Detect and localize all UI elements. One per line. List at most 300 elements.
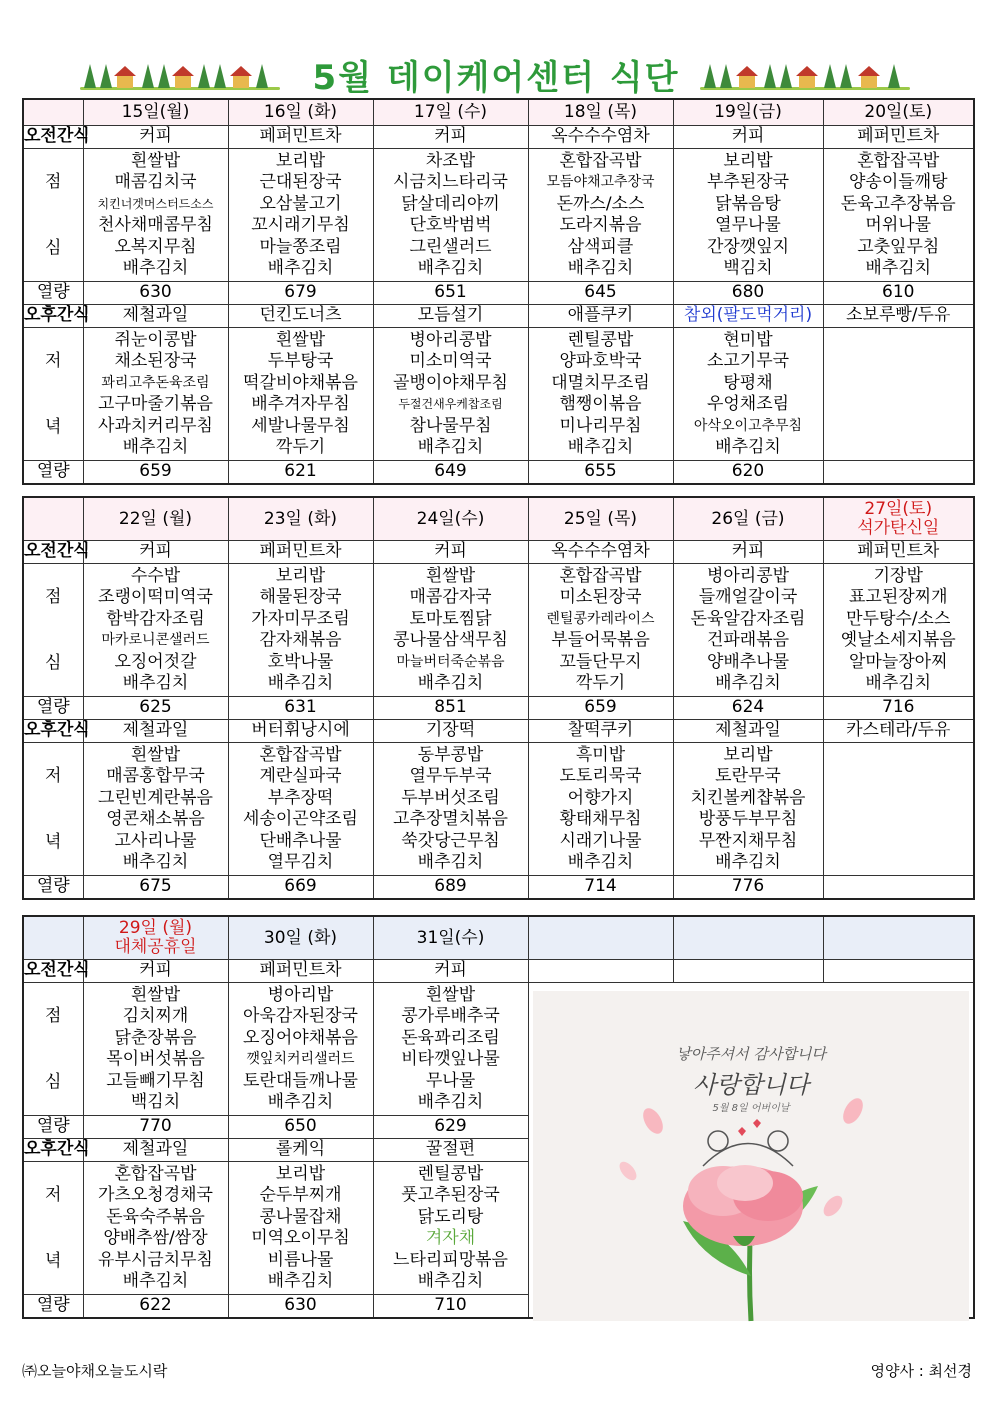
card-line1: 낳아주셔서 감사합니다: [676, 1045, 826, 1063]
dinner-calories: 710: [373, 1295, 528, 1319]
dinner-label: [23, 743, 83, 876]
dinner-calories: 776: [673, 876, 823, 900]
village-illustration-left: [80, 54, 280, 94]
village-illustration-right: [700, 54, 910, 94]
dinner-item: 참나물무침: [409, 415, 492, 436]
dinner-label: [23, 328, 83, 461]
lunch-item: 미소된장국: [559, 587, 642, 607]
dinner-item: 아삭오이고추무침: [693, 417, 803, 434]
lunch-item: 배추김치: [715, 673, 781, 693]
lunch-item: 수수밥: [130, 565, 181, 586]
lunch-item: 병아리밥: [267, 984, 334, 1005]
lunch-item: 비타깻잎나물: [401, 1049, 500, 1069]
am-snack-cell: [528, 960, 673, 983]
am-snack-row: [23, 541, 974, 564]
dinner-item: 배추김치: [122, 437, 189, 457]
pm-snack-cell: 소보루빵/두유: [823, 305, 974, 328]
lunch-item: 가자미무조림: [251, 608, 350, 629]
dinner-cell: [373, 743, 528, 876]
lunch-calories: 625: [83, 697, 228, 720]
pm-snack-cell: 제철과일: [83, 1139, 228, 1162]
dinner-item: 시래기나물: [559, 830, 642, 851]
lunch-cell: [528, 564, 673, 697]
day-label: 24일(수): [416, 508, 485, 529]
dinner-label-char: 녁: [45, 417, 62, 437]
dinner-item: 현미밥: [723, 329, 773, 350]
am-snack-cell: 커피: [83, 960, 228, 983]
day-label: 19일(금): [714, 101, 782, 122]
carnation-illustration: [533, 991, 969, 1321]
dinner-calories: 714: [528, 876, 673, 900]
lunch-item: 흰쌀밥: [130, 984, 181, 1005]
day-header: [83, 99, 228, 126]
am-snack-cell: 커피: [373, 126, 528, 149]
lunch-item: 돈육알감자조림: [690, 608, 806, 629]
dinner-item: 배추김치: [417, 852, 484, 872]
dinner-label: [23, 1162, 83, 1295]
day-header: [528, 497, 673, 541]
dinner-item: 대멸치무조림: [551, 372, 650, 393]
dinner-item: 채소된장국: [114, 351, 197, 371]
lunch-label-char: 심: [45, 238, 62, 258]
lunch-item: 감자채볶음: [259, 630, 342, 650]
am-snack-row: [23, 960, 974, 983]
am-snack-label: 오전간식: [23, 960, 83, 983]
day-header: [83, 916, 228, 960]
lunch-item: 병아리콩밥: [706, 565, 790, 586]
lunch-item: 호박나물: [267, 651, 334, 672]
lunch-item: 고들빼기무침: [106, 1070, 205, 1091]
dinner-item: 배추김치: [417, 1271, 484, 1291]
dinner-item: 미역오이무침: [251, 1228, 350, 1248]
am-snack-cell: 페퍼민트차: [228, 126, 373, 149]
dinner-item: 골뱅이야채무침: [393, 372, 508, 393]
dinner-cell: [83, 1162, 228, 1295]
lunch-cell: [823, 564, 974, 697]
dinner-item: 순두부찌개: [259, 1185, 342, 1205]
day-header: [673, 99, 823, 126]
lunch-item: 마카로니콘샐러드: [101, 632, 210, 648]
lunch-item: 함박감자조림: [106, 608, 205, 629]
day-label: 20일(토): [864, 101, 933, 122]
lunch-label-char: 심: [45, 653, 62, 673]
lunch-item: 표고된장찌개: [848, 587, 948, 607]
dinner-item: 황태채무침: [559, 809, 642, 829]
lunch-item: 오삼불고기: [259, 193, 342, 214]
dinner-calories: 669: [228, 876, 373, 900]
dinner-item: 세발나물무침: [251, 415, 350, 436]
day-header: [528, 916, 673, 960]
pm-snack-row: [23, 305, 974, 328]
pm-snack-row: [23, 720, 974, 743]
lunch-cell: [228, 149, 373, 282]
dinner-calories-row: [23, 876, 974, 900]
lunch-item: 목이버섯볶음: [106, 1049, 205, 1069]
am-snack-cell: 옥수수수염차: [528, 541, 673, 564]
dinner-row: [23, 743, 974, 876]
lunch-item: 보리밥: [723, 150, 773, 171]
dinner-item: 열무두부국: [409, 766, 492, 786]
dinner-item: 도토리묵국: [559, 766, 642, 786]
dinner-label-char: 저: [45, 1185, 62, 1205]
lunch-item: 기장밥: [873, 565, 923, 586]
lunch-item: 배추김치: [865, 258, 932, 278]
day-label: 25일 (목): [563, 508, 638, 529]
lunch-item: 배추김치: [417, 258, 484, 278]
dinner-item: 배추김치: [567, 437, 634, 457]
am-snack-cell: 커피: [673, 541, 823, 564]
lunch-item: 배추김치: [267, 673, 334, 693]
lunch-item: 배추김치: [417, 673, 484, 693]
lunch-cell: [228, 564, 373, 697]
pm-snack-cell: 롤케익: [228, 1139, 373, 1162]
lunch-cell: [83, 149, 228, 282]
pm-snack-cell: 꿀절편: [373, 1139, 528, 1162]
dinner-cell: [228, 328, 373, 461]
dinner-item: 흰쌀밥: [130, 744, 181, 765]
lunch-item: 부들어묵볶음: [551, 630, 650, 650]
lunch-cell: [823, 149, 974, 282]
dinner-calories: 621: [228, 461, 373, 485]
day-header: [373, 916, 528, 960]
dinner-item: 세송이곤약조림: [243, 809, 358, 829]
dinner-item: 햄쨍이볶음: [559, 394, 642, 414]
day-header: [373, 497, 528, 541]
lunch-label: [23, 983, 83, 1116]
dinner-item: 동부콩밥: [417, 744, 484, 765]
dinner-item: 배추겨자무침: [251, 394, 350, 414]
dinner-item: 부추장떡: [267, 787, 334, 808]
pm-snack-cell: 찰떡쿠키: [528, 720, 673, 743]
am-snack-cell: 커피: [83, 126, 228, 149]
day-header: [823, 99, 974, 126]
lunch-label-char: 심: [45, 1072, 62, 1092]
dinner-item: 미소미역국: [409, 351, 492, 371]
day-label: 23일 (화): [263, 508, 338, 529]
lunch-item: 김치찌개: [122, 1006, 189, 1026]
dinner-item: 보리밥: [723, 744, 773, 765]
lunch-row: [23, 149, 974, 282]
day-label: 31일(수): [416, 927, 485, 948]
dinner-calories: 655: [528, 461, 673, 485]
day-label: 18일 (목): [563, 101, 638, 122]
lunch-item: 부추된장국: [706, 172, 790, 192]
dinner-item: 풋고추된장국: [401, 1185, 500, 1205]
lunch-item: 배추김치: [567, 258, 634, 278]
dinner-item: 두부탕국: [267, 351, 334, 371]
lunch-item: 머위나물: [865, 215, 932, 235]
lunch-item: 돈육고추장볶음: [840, 193, 956, 214]
lunch-calories: 645: [528, 282, 673, 305]
dinner-item: 가츠오청경채국: [98, 1185, 213, 1205]
dinner-item: 혼합잡곡밥: [259, 744, 342, 765]
lunch-item: 깻잎치커리샐러드: [246, 1051, 355, 1067]
lunch-cell: [528, 149, 673, 282]
dinner-calories-row: [23, 461, 974, 485]
day-header: [228, 497, 373, 541]
page-header: [0, 48, 992, 98]
dinner-item: 배추김치: [417, 437, 484, 457]
day-header: [228, 916, 373, 960]
am-snack-label: 오전간식: [23, 126, 83, 149]
lunch-item: 그린샐러드: [409, 236, 492, 257]
parents-day-card: [533, 991, 969, 1321]
lunch-item: 혼합잡곡밥: [559, 150, 642, 171]
dinner-item: 쥐눈이콩밥: [114, 329, 197, 350]
dinner-item: 겨자채: [425, 1228, 476, 1248]
calories-label: 열량: [23, 697, 83, 720]
pm-snack-label: 오후간식: [23, 1139, 83, 1162]
dinner-cell: [83, 743, 228, 876]
dinner-item: 흰쌀밥: [275, 329, 326, 350]
day-label: 22일 (월): [118, 508, 193, 529]
dinner-item: 배추김치: [715, 437, 781, 457]
lunch-cell: [673, 564, 823, 697]
lunch-item: 토란대들깨나물: [243, 1070, 358, 1091]
calories-label: 열량: [23, 1116, 83, 1139]
lunch-item: 돈까스/소스: [556, 193, 645, 214]
calories-label: 열량: [23, 282, 83, 305]
lunch-calories-row: [23, 697, 974, 720]
dinner-item: 양배추쌈/쌈장: [103, 1228, 208, 1248]
am-snack-row: [23, 126, 974, 149]
dinner-item: 쑥갓당근무침: [401, 830, 500, 851]
lunch-item: 근대된장국: [259, 172, 342, 192]
lunch-calories: 679: [228, 282, 373, 305]
pm-snack-cell: 카스테라/두유: [823, 720, 974, 743]
lunch-item: 토마토찜닭: [409, 608, 492, 629]
company-name: ㈜오늘야채오늘도시락: [22, 1362, 168, 1380]
lunch-label: [23, 564, 83, 697]
dietitian-name: 영양사 : 최선경: [870, 1362, 972, 1380]
am-snack-cell: 커피: [373, 960, 528, 983]
lunch-item: 꼬시래기무침: [251, 215, 350, 235]
dinner-item: 양파호박국: [559, 351, 642, 371]
corner-cell: [23, 99, 83, 126]
dinner-calories: 675: [83, 876, 228, 900]
lunch-item: 천사채매콤무침: [98, 215, 213, 235]
lunch-item: 배추김치: [417, 1092, 484, 1112]
dinner-calories: 689: [373, 876, 528, 900]
dinner-item: 보리밥: [275, 1163, 326, 1184]
dinner-item: 사과치커리무침: [98, 415, 213, 436]
dinner-cell: [823, 743, 974, 876]
lunch-item: 콩나물삼색무침: [393, 630, 508, 650]
am-snack-cell: 커피: [373, 541, 528, 564]
lunch-calories: 629: [373, 1116, 528, 1139]
lunch-item: 흰쌀밥: [425, 984, 476, 1005]
corner-cell: [23, 916, 83, 960]
am-snack-cell: [673, 960, 823, 983]
lunch-calories: 610: [823, 282, 974, 305]
dinner-item: 탕평채: [723, 372, 773, 393]
dinner-item: 고사리나물: [114, 830, 197, 851]
lunch-item: 도라지볶음: [559, 215, 642, 235]
day-header: [823, 916, 974, 960]
pm-snack-cell: 참외(팔도먹거리): [673, 305, 823, 328]
lunch-item: 시금치느타리국: [393, 172, 508, 192]
lunch-item: 백김치: [723, 258, 773, 278]
dinner-calories: 620: [673, 461, 823, 485]
lunch-item: 백김치: [130, 1092, 181, 1112]
dinner-label-char: 저: [45, 351, 62, 371]
day-header: [673, 497, 823, 541]
dinner-item: 미나리무침: [559, 415, 642, 436]
lunch-item: 간장깻잎지: [706, 236, 790, 257]
dinner-label-char: 녁: [45, 832, 62, 852]
day-label: 30일 (화): [263, 927, 338, 948]
day-header-row: [23, 916, 974, 960]
dinner-item: 비름나물: [267, 1249, 334, 1270]
am-snack-cell: 옥수수수염차: [528, 126, 673, 149]
dinner-item: 배추김치: [122, 852, 189, 872]
dinner-item: 배추김치: [715, 852, 781, 872]
corner-cell: [23, 497, 83, 541]
day-label: 26일 (금): [711, 508, 785, 529]
lunch-item: 옛날소세지볶음: [840, 630, 956, 650]
day-header: [673, 916, 823, 960]
lunch-calories: 851: [373, 697, 528, 720]
am-snack-cell: [823, 960, 974, 983]
dinner-row: [23, 328, 974, 461]
dinner-calories: [823, 461, 974, 485]
lunch-item: 배추김치: [122, 673, 189, 693]
dinner-item: 흑미밥: [575, 744, 626, 765]
day-header: [823, 497, 974, 541]
day-header: [228, 99, 373, 126]
day-label: 15일(월): [121, 101, 190, 122]
dinner-item: 느타리피망볶음: [393, 1249, 508, 1270]
pm-snack-cell: 제철과일: [673, 720, 823, 743]
am-snack-cell: 페퍼민트차: [228, 960, 373, 983]
lunch-item: 알마늘장아찌: [848, 651, 948, 672]
lunch-item: 건파래볶음: [706, 630, 790, 650]
lunch-item: 꼬들단무지: [559, 651, 642, 672]
menu-table-week2: [22, 496, 975, 900]
dinner-cell: [823, 328, 974, 461]
day-header: [83, 497, 228, 541]
lunch-item: 무나물: [425, 1070, 476, 1091]
lunch-cell: [83, 983, 228, 1116]
lunch-item: 닭춘장볶음: [114, 1027, 197, 1048]
lunch-item: 혼합잡곡밥: [857, 150, 940, 171]
dinner-item: 렌틸콩밥: [567, 329, 634, 350]
dinner-label-char: 녁: [45, 1251, 62, 1271]
dinner-cell: [373, 1162, 528, 1295]
pm-snack-cell: 애플쿠키: [528, 305, 673, 328]
lunch-item: 조랭이떡미역국: [98, 587, 213, 607]
lunch-item: 보리밥: [275, 150, 326, 171]
dinner-item: 어향가지: [567, 787, 634, 808]
pm-snack-cell: 던킨도너츠: [228, 305, 373, 328]
dinner-cell: [373, 328, 528, 461]
lunch-item: 오징어젓갈: [114, 651, 197, 672]
lunch-label-char: 점: [45, 587, 62, 607]
lunch-item: 오복지무침: [114, 236, 197, 257]
day-header-row: [23, 99, 974, 126]
day-header-row: [23, 497, 974, 541]
lunch-cell: [373, 564, 528, 697]
lunch-item: 열무나물: [715, 215, 781, 235]
am-snack-cell: 페퍼민트차: [823, 126, 974, 149]
dinner-item: 두절건새우케찹조림: [398, 397, 503, 411]
lunch-item: 렌틸콩카레라이스: [546, 610, 655, 627]
lunch-item: 모듬야채고추장국: [546, 174, 655, 190]
dinner-cell: [528, 328, 673, 461]
dinner-item: 토란무국: [715, 766, 781, 786]
dinner-item: 렌틸콩밥: [417, 1163, 484, 1184]
day-header: [373, 99, 528, 126]
lunch-item: 흰쌀밥: [130, 150, 181, 171]
dinner-item: 영콘채소볶음: [106, 809, 205, 829]
dinner-cell: [673, 743, 823, 876]
lunch-cell: [373, 149, 528, 282]
lunch-item: 배추김치: [267, 258, 334, 278]
lunch-item: 배추김치: [865, 673, 932, 693]
lunch-item: 양배추나물: [706, 651, 790, 672]
lunch-item: 매콤김치국: [114, 172, 197, 192]
dinner-item: 고추장멸치볶음: [393, 809, 508, 829]
lunch-calories: 651: [373, 282, 528, 305]
lunch-cell: [673, 149, 823, 282]
dinner-item: 계란실파국: [259, 766, 342, 786]
menu-table-week1: [22, 98, 975, 485]
dinner-calories: 649: [373, 461, 528, 485]
pm-snack-cell: 모듬설기: [373, 305, 528, 328]
day-header: [528, 99, 673, 126]
lunch-item: 만두탕수/소스: [846, 608, 951, 629]
lunch-item: 고춧잎무침: [857, 236, 940, 257]
lunch-label: [23, 149, 83, 282]
am-snack-cell: 페퍼민트차: [228, 541, 373, 564]
am-snack-cell: 페퍼민트차: [823, 541, 974, 564]
lunch-item: 보리밥: [275, 565, 326, 586]
dinner-item: 고구마줄기볶음: [98, 394, 213, 414]
dinner-item: 방풍두부무침: [698, 809, 798, 829]
dinner-item: 매콤홍합무국: [106, 766, 205, 786]
lunch-item: 치킨너겟머스터드소스: [97, 196, 214, 211]
dinner-item: 치킨볼케챱볶음: [690, 787, 806, 808]
lunch-calories: 770: [83, 1116, 228, 1139]
dinner-item: 꽈리고추돈육조림: [101, 374, 210, 391]
holiday-note: 석가탄신일: [857, 518, 940, 538]
lunch-calories: 680: [673, 282, 823, 305]
pm-snack-cell: 제철과일: [83, 305, 228, 328]
calories-label: 열량: [23, 876, 83, 900]
lunch-item: 오징어야채볶음: [243, 1027, 358, 1048]
dinner-item: 콩나물잡채: [259, 1206, 342, 1227]
lunch-cell: [228, 983, 373, 1116]
dinner-item: 그린빈계란볶음: [98, 787, 213, 808]
lunch-item: 닭볶음탕: [715, 193, 781, 214]
lunch-row: [23, 564, 974, 697]
lunch-item: 혼합잡곡밥: [559, 565, 642, 586]
dinner-item: 돈육숙주볶음: [106, 1206, 205, 1227]
pm-snack-cell: 기장떡: [373, 720, 528, 743]
lunch-cell: [83, 564, 228, 697]
am-snack-cell: 커피: [83, 541, 228, 564]
lunch-item: 해물된장국: [259, 587, 342, 607]
lunch-item: 마늘쫑조림: [259, 236, 342, 257]
dinner-item: 떡갈비야채볶음: [243, 372, 358, 393]
lunch-item: 돈육꽈리조림: [401, 1027, 500, 1048]
lunch-label-char: 점: [45, 172, 62, 192]
dinner-item: 혼합잡곡밥: [114, 1163, 197, 1184]
day-label: 16일 (화): [263, 101, 338, 122]
lunch-calories: 716: [823, 697, 974, 720]
pm-snack-cell: 제철과일: [83, 720, 228, 743]
day-label: 29일 (월): [118, 918, 193, 938]
